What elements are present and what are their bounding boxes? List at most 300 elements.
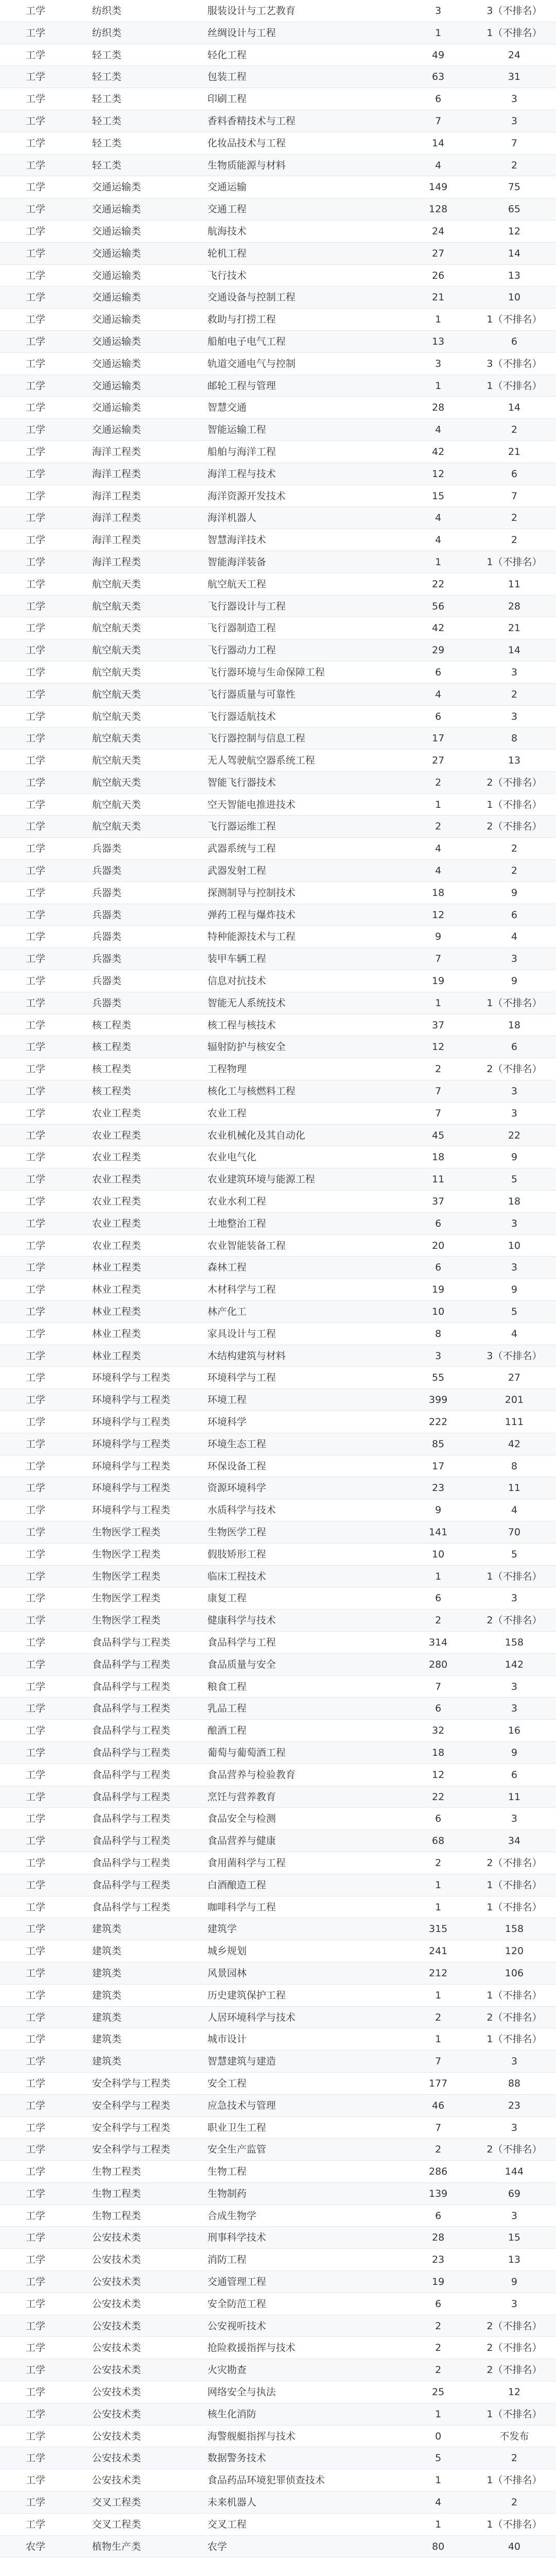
major-cell: 白酒酿造工程: [207, 1879, 266, 1891]
rank-cell: 2（不排名）: [486, 776, 542, 788]
discipline-cell: 工学: [26, 688, 46, 700]
count-cell: 2: [435, 2342, 442, 2354]
major-cell: 生物质能源与材料: [207, 159, 286, 171]
major-cell: 武器发射工程: [207, 865, 266, 877]
discipline-cell: 工学: [26, 1196, 46, 1208]
discipline-cell: 工学: [26, 1570, 46, 1582]
discipline-cell: 工学: [26, 314, 46, 326]
rank-cell: 14: [508, 645, 521, 656]
major-cell: 建筑学: [207, 1923, 237, 1935]
discipline-cell: 工学: [26, 1636, 46, 1648]
count-cell: 37: [432, 1019, 445, 1031]
major-cell: 食用菌科学与工程: [207, 1857, 286, 1869]
category-cell: 食品科学与工程类: [92, 1813, 170, 1825]
rank-cell: 3: [511, 1813, 517, 1825]
rank-cell: 10: [508, 1240, 521, 1251]
rank-cell: 106: [505, 1967, 524, 1979]
table-row: [0, 2161, 556, 2183]
rank-cell: 3: [511, 1592, 517, 1604]
discipline-cell: 工学: [26, 159, 46, 171]
category-cell: 核工程类: [92, 1019, 131, 1031]
table-row: [0, 1654, 556, 1676]
count-cell: 2: [435, 2364, 442, 2376]
major-cell: 香料香精技术与工程: [207, 115, 296, 127]
major-cell: 飞行器环境与生命保障工程: [207, 666, 325, 678]
rank-cell: 120: [505, 1945, 524, 1957]
count-cell: 63: [432, 71, 445, 83]
category-cell: 交叉工程类: [92, 2497, 141, 2509]
discipline-cell: 工学: [26, 1328, 46, 1340]
table-row: [0, 617, 556, 639]
discipline-cell: 工学: [26, 1217, 46, 1229]
table-row: [0, 2293, 556, 2315]
discipline-cell: 工学: [26, 931, 46, 943]
table-row: [0, 2359, 556, 2381]
major-cell: 海洋资源开发技术: [207, 490, 286, 502]
count-cell: 42: [432, 446, 445, 457]
count-cell: 27: [432, 755, 445, 767]
category-cell: 食品科学与工程类: [92, 1703, 170, 1715]
category-cell: 纺织类: [92, 5, 121, 16]
discipline-cell: 工学: [26, 1725, 46, 1737]
discipline-cell: 工学: [26, 534, 46, 546]
major-cell: 农业水利工程: [207, 1196, 266, 1208]
major-cell: 刑事科学技术: [207, 2232, 266, 2244]
table-row: [0, 1896, 556, 1919]
rank-cell: 11: [508, 578, 521, 590]
category-cell: 轻工类: [92, 159, 121, 171]
discipline-cell: 工学: [26, 887, 46, 899]
discipline-cell: 工学: [26, 755, 46, 767]
count-cell: 6: [435, 2210, 442, 2222]
rank-cell: 158: [505, 1636, 524, 1648]
rank-cell: 2（不排名）: [486, 821, 542, 833]
discipline-cell: 工学: [26, 645, 46, 656]
category-cell: 兵器类: [92, 953, 121, 965]
category-cell: 公安技术类: [92, 2475, 141, 2486]
rank-cell: 13: [508, 2254, 521, 2266]
table-row: [0, 816, 556, 838]
count-cell: 23: [432, 1482, 445, 1494]
category-cell: 植物生产类: [92, 2540, 141, 2552]
category-cell: 林业工程类: [92, 1328, 141, 1340]
category-cell: 兵器类: [92, 931, 121, 943]
table-row: [0, 309, 556, 331]
table-row: [0, 1191, 556, 1213]
category-cell: 轻工类: [92, 137, 121, 149]
category-cell: 安全科学与工程类: [92, 2122, 170, 2133]
category-cell: 轻工类: [92, 49, 121, 61]
count-cell: 1: [435, 2408, 442, 2420]
count-cell: 12: [432, 1769, 445, 1781]
rank-cell: 3: [511, 1703, 517, 1715]
count-cell: 9: [435, 931, 442, 943]
discipline-cell: 工学: [26, 975, 46, 987]
count-cell: 0: [435, 2430, 442, 2442]
count-cell: 1: [435, 380, 442, 392]
rank-cell: 3: [511, 2122, 517, 2133]
table-row: [0, 1609, 556, 1632]
table-row: [0, 198, 556, 221]
discipline-cell: 工学: [26, 49, 46, 61]
count-cell: 10: [432, 1548, 445, 1560]
category-cell: 建筑类: [92, 1945, 121, 1957]
table-row: [0, 441, 556, 463]
discipline-cell: 工学: [26, 1151, 46, 1163]
category-cell: 生物医学工程类: [92, 1526, 161, 1538]
table-row: [0, 2095, 556, 2117]
rank-cell: 9: [511, 887, 517, 899]
category-cell: 农业工程类: [92, 1240, 141, 1251]
table-row: [0, 66, 556, 88]
major-cell: 工程物理: [207, 1063, 247, 1075]
table-row: [0, 2381, 556, 2403]
table-row: [0, 507, 556, 529]
discipline-cell: 工学: [26, 335, 46, 347]
category-cell: 农业工程类: [92, 1107, 141, 1119]
discipline-cell: 工学: [26, 1372, 46, 1384]
major-cell: 人居环境科学与技术: [207, 2011, 296, 2023]
rank-cell: 2: [511, 2497, 517, 2509]
discipline-cell: 工学: [26, 2276, 46, 2288]
category-cell: 公安技术类: [92, 2320, 141, 2332]
rank-cell: 7: [511, 490, 517, 502]
discipline-cell: 工学: [26, 2210, 46, 2222]
discipline-cell: 工学: [26, 1306, 46, 1318]
rank-cell: 2: [511, 512, 517, 524]
major-cell: 轻化工程: [207, 49, 247, 61]
category-cell: 交通运输类: [92, 204, 141, 215]
major-cell: 轨道交通电气与控制: [207, 358, 296, 369]
category-cell: 海洋工程类: [92, 556, 141, 568]
category-cell: 环境科学与工程类: [92, 1416, 170, 1428]
rank-cell: 9: [511, 1747, 517, 1758]
rank-cell: 3: [511, 93, 517, 105]
discipline-cell: 工学: [26, 1019, 46, 1031]
major-cell: 咖啡科学与工程: [207, 1901, 276, 1913]
category-cell: 食品科学与工程类: [92, 1636, 170, 1648]
rank-cell: 11: [508, 1482, 521, 1494]
table-row: [0, 1874, 556, 1896]
discipline-cell: 工学: [26, 1681, 46, 1692]
category-cell: 海洋工程类: [92, 534, 141, 546]
table-row: [0, 2050, 556, 2073]
table-row: [0, 1367, 556, 1389]
table-row: [0, 838, 556, 860]
count-cell: 85: [432, 1438, 445, 1450]
table-row: [0, 706, 556, 728]
rank-cell: 65: [508, 204, 521, 215]
rank-cell: 70: [508, 1526, 521, 1538]
major-cell: 装甲车辆工程: [207, 953, 266, 965]
major-cell: 假肢矫形工程: [207, 1548, 266, 1560]
rank-cell: 2: [511, 159, 517, 171]
category-cell: 生物工程类: [92, 2210, 141, 2222]
count-cell: 4: [435, 159, 442, 171]
table-row: [0, 1566, 556, 1588]
discipline-cell: 工学: [26, 5, 46, 16]
discipline-cell: 工学: [26, 556, 46, 568]
category-cell: 环境科学与工程类: [92, 1482, 170, 1494]
category-cell: 航空航天类: [92, 776, 141, 788]
category-cell: 农业工程类: [92, 1151, 141, 1163]
major-cell: 烹饪与营养教育: [207, 1791, 276, 1803]
category-cell: 核工程类: [92, 1041, 131, 1053]
discipline-cell: 工学: [26, 2320, 46, 2332]
major-cell: 农学: [207, 2540, 227, 2552]
count-cell: 19: [432, 1284, 445, 1296]
count-cell: 7: [435, 115, 442, 127]
table-row: [0, 1786, 556, 1808]
table-row: [0, 2073, 556, 2095]
rank-cell: 34: [508, 1835, 521, 1847]
category-cell: 生物医学工程类: [92, 1570, 161, 1582]
discipline-cell: 工学: [26, 2232, 46, 2244]
category-cell: 公安技术类: [92, 2408, 141, 2420]
rank-cell: 158: [505, 1923, 524, 1935]
discipline-cell: 工学: [26, 821, 46, 833]
major-cell: 智能运输工程: [207, 424, 266, 436]
table-row: [0, 1499, 556, 1521]
category-cell: 轻工类: [92, 71, 121, 83]
table-row: [0, 794, 556, 816]
discipline-cell: 工学: [26, 137, 46, 149]
discipline-cell: 工学: [26, 1460, 46, 1472]
count-cell: 55: [432, 1372, 445, 1384]
count-cell: 1: [435, 314, 442, 326]
table-row: [0, 110, 556, 132]
rank-cell: 1（不排名）: [486, 1879, 542, 1891]
table-row: [0, 1080, 556, 1103]
rank-cell: 3: [511, 1262, 517, 1274]
table-row: [0, 1962, 556, 1985]
count-cell: 6: [435, 1217, 442, 1229]
major-cell: 航空航天工程: [207, 578, 266, 590]
major-cell: 丝绸设计与工程: [207, 27, 276, 39]
count-cell: 19: [432, 2276, 445, 2288]
count-cell: 68: [432, 1835, 445, 1847]
rank-cell: 18: [508, 1019, 521, 1031]
count-cell: 11: [432, 1174, 445, 1185]
table-row: [0, 2514, 556, 2536]
major-cell: 生物工程: [207, 2166, 247, 2178]
count-cell: 4: [435, 865, 442, 877]
discipline-cell: 工学: [26, 204, 46, 215]
table-row: [0, 639, 556, 662]
category-cell: 生物医学工程类: [92, 1548, 161, 1560]
table-row: [0, 1808, 556, 1830]
major-cell: 核化工与核燃料工程: [207, 1086, 296, 1097]
count-cell: 4: [435, 688, 442, 700]
discipline-cell: 工学: [26, 1615, 46, 1626]
discipline-cell: 工学: [26, 2144, 46, 2156]
discipline-cell: 工学: [26, 622, 46, 634]
major-cell: 职业卫生工程: [207, 2122, 266, 2133]
discipline-cell: 工学: [26, 1945, 46, 1957]
table-row: [0, 265, 556, 287]
rank-cell: 6: [511, 335, 517, 347]
rank-cell: 201: [505, 1394, 524, 1406]
category-cell: 建筑类: [92, 1923, 121, 1935]
major-cell: 交通管理工程: [207, 2276, 266, 2288]
rank-cell: 75: [508, 181, 521, 193]
count-cell: 399: [428, 1394, 448, 1406]
major-cell: 资源环境科学: [207, 1482, 266, 1494]
count-cell: 3: [435, 358, 442, 369]
major-cell: 食品营养与健康: [207, 1835, 276, 1847]
rank-cell: 31: [508, 71, 521, 83]
category-cell: 建筑类: [92, 2033, 121, 2045]
rank-cell: 14: [508, 402, 521, 414]
discipline-cell: 工学: [26, 2364, 46, 2376]
category-cell: 林业工程类: [92, 1262, 141, 1274]
count-cell: 46: [432, 2099, 445, 2111]
category-cell: 生物医学工程类: [92, 1592, 161, 1604]
table-row: [0, 2536, 556, 2558]
category-cell: 食品科学与工程类: [92, 1658, 170, 1670]
count-cell: 56: [432, 600, 445, 612]
rank-cell: 1（不排名）: [486, 556, 542, 568]
major-cell: 消防工程: [207, 2254, 247, 2266]
rank-cell: 9: [511, 975, 517, 987]
discipline-cell: 工学: [26, 2298, 46, 2310]
category-cell: 食品科学与工程类: [92, 1725, 170, 1737]
count-cell: 6: [435, 710, 442, 722]
rank-cell: 8: [511, 733, 517, 744]
category-cell: 食品科学与工程类: [92, 1681, 170, 1692]
count-cell: 28: [432, 402, 445, 414]
count-cell: 1: [435, 799, 442, 810]
category-cell: 公安技术类: [92, 2452, 141, 2464]
major-cell: 城乡规划: [207, 1945, 247, 1957]
major-cell: 智能海洋装备: [207, 556, 266, 568]
major-cell: 水质科学与技术: [207, 1504, 276, 1516]
category-cell: 林业工程类: [92, 1284, 141, 1296]
table-row: [0, 772, 556, 794]
discipline-cell: 工学: [26, 512, 46, 524]
discipline-cell: 工学: [26, 1350, 46, 1362]
discipline-cell: 工学: [26, 1901, 46, 1913]
count-cell: 32: [432, 1725, 445, 1737]
count-cell: 42: [432, 622, 445, 634]
rank-cell: 10: [508, 292, 521, 303]
major-cell: 葡萄与葡萄酒工程: [207, 1747, 286, 1758]
count-cell: 2: [435, 776, 442, 788]
count-cell: 2: [435, 2320, 442, 2332]
rank-cell: 1（不排名）: [486, 997, 542, 1009]
discipline-cell: 工学: [26, 93, 46, 105]
count-cell: 28: [432, 2232, 445, 2244]
category-cell: 农业工程类: [92, 1196, 141, 1208]
rank-cell: 2: [511, 2452, 517, 2464]
category-cell: 公安技术类: [92, 2298, 141, 2310]
category-cell: 航空航天类: [92, 821, 141, 833]
category-cell: 航空航天类: [92, 755, 141, 767]
rank-cell: 2: [511, 424, 517, 436]
count-cell: 1: [435, 2518, 442, 2530]
discipline-cell: 工学: [26, 1857, 46, 1869]
rank-cell: 6: [511, 468, 517, 480]
major-cell: 粮食工程: [207, 1681, 247, 1692]
discipline-cell: 工学: [26, 71, 46, 83]
category-cell: 核工程类: [92, 1063, 131, 1075]
discipline-cell: 工学: [26, 247, 46, 259]
table-row: [0, 2492, 556, 2514]
category-cell: 海洋工程类: [92, 512, 141, 524]
category-cell: 交通运输类: [92, 314, 141, 326]
table-row: [0, 2337, 556, 2359]
rank-cell: 18: [508, 1196, 521, 1208]
discipline-cell: 工学: [26, 1703, 46, 1715]
category-cell: 航空航天类: [92, 600, 141, 612]
rank-cell: 3（不排名）: [486, 5, 542, 16]
count-cell: 286: [428, 2166, 448, 2178]
rank-cell: 1（不排名）: [486, 1989, 542, 2001]
rank-cell: 3: [511, 2056, 517, 2067]
table-row: [0, 2469, 556, 2492]
rank-cell: 12: [508, 2386, 521, 2398]
major-cell: 信息对抗技术: [207, 975, 266, 987]
count-cell: 6: [435, 666, 442, 678]
category-cell: 公安技术类: [92, 2276, 141, 2288]
category-cell: 食品科学与工程类: [92, 1901, 170, 1913]
major-cell: 环境工程: [207, 1394, 247, 1406]
count-cell: 24: [432, 225, 445, 237]
table-row: [0, 1477, 556, 1499]
category-cell: 兵器类: [92, 975, 121, 987]
discipline-cell: 工学: [26, 1129, 46, 1141]
count-cell: 4: [435, 512, 442, 524]
major-cell: 飞行技术: [207, 269, 247, 281]
discipline-cell: 工学: [26, 380, 46, 392]
discipline-cell: 工学: [26, 1482, 46, 1494]
category-cell: 安全科学与工程类: [92, 2144, 170, 2156]
table-row: [0, 2271, 556, 2293]
major-cell: 森林工程: [207, 1262, 247, 1274]
category-cell: 纺织类: [92, 27, 121, 39]
category-cell: 海洋工程类: [92, 446, 141, 457]
category-cell: 建筑类: [92, 1967, 121, 1979]
discipline-cell: 工学: [26, 1526, 46, 1538]
rank-cell: 3: [511, 1086, 517, 1097]
major-cell: 农业工程: [207, 1107, 247, 1119]
rank-cell: 1（不排名）: [486, 380, 542, 392]
major-cell: 交通运输: [207, 181, 247, 193]
discipline-cell: 工学: [26, 776, 46, 788]
category-cell: 航空航天类: [92, 622, 141, 634]
discipline-cell: 工学: [26, 1813, 46, 1825]
discipline-cell: 工学: [26, 490, 46, 502]
table-row: [0, 1323, 556, 1345]
discipline-cell: 工学: [26, 2099, 46, 2111]
count-cell: 2: [435, 1063, 442, 1075]
table-row: [0, 1146, 556, 1168]
count-cell: 1: [435, 556, 442, 568]
table-row: [0, 1720, 556, 1742]
rank-cell: 16: [508, 1725, 521, 1737]
rank-cell: 3（不排名）: [486, 1350, 542, 1362]
rank-cell: 13: [508, 755, 521, 767]
discipline-cell: 工学: [26, 27, 46, 39]
count-cell: 37: [432, 1196, 445, 1208]
table-row: [0, 44, 556, 66]
rank-cell: 9: [511, 2276, 517, 2288]
table-row: [0, 573, 556, 596]
major-cell: 海洋机器人: [207, 512, 256, 524]
category-cell: 交通运输类: [92, 380, 141, 392]
discipline-cell: 工学: [26, 578, 46, 590]
rank-cell: 5: [511, 1306, 517, 1318]
